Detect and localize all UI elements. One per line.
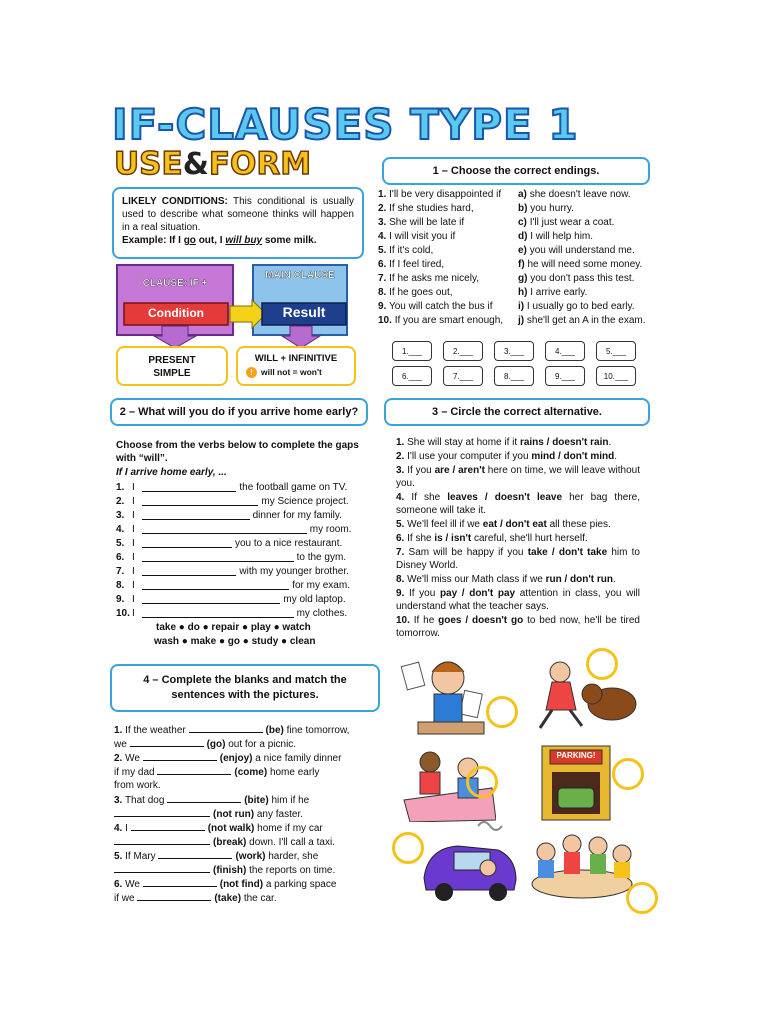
ex1-answer-box[interactable]: 6.___: [392, 366, 432, 386]
ex1-left-list: [378, 188, 518, 328]
ex1-item-text: If he goes out,: [389, 287, 453, 298]
ex4-list: [114, 723, 376, 905]
ex1-ending-letter: i): [518, 301, 525, 312]
ex2-item: [116, 579, 366, 593]
ex2-item-number: 10.: [116, 608, 130, 619]
ex1-item-text: She will be late if: [389, 217, 465, 228]
ex4-line-end: fine tomorrow,: [286, 725, 350, 736]
ex4-blank[interactable]: [189, 723, 263, 733]
ex4-line-end: a parking space: [265, 879, 337, 890]
ex2-pronoun: I: [132, 552, 135, 563]
ex1-item-number: 1.: [378, 189, 387, 200]
ex4-verb: (break): [213, 837, 247, 848]
ex2-list: [116, 481, 366, 621]
ex3-alternatives[interactable]: is / isn't: [434, 533, 472, 544]
subtitle-amp: &: [182, 147, 209, 182]
ex3-item-text: If she: [411, 492, 448, 503]
ex4-blank[interactable]: [157, 765, 231, 775]
ex2-item-text: dinner for my family.: [252, 510, 342, 521]
ex1-item-number: 4.: [378, 231, 387, 242]
ex3-item-text-end: to bed now, he'll be tired tomorrow.: [396, 615, 640, 639]
ex1-ending: [518, 300, 668, 314]
result-label: Result: [282, 304, 326, 320]
ex3-item-text: If you: [408, 588, 440, 599]
ex2-item: [116, 495, 366, 509]
ex3-alternatives[interactable]: rains / doesn't rain: [519, 437, 609, 448]
ex4-line: [114, 765, 376, 779]
ex1-ending: [518, 244, 668, 258]
ex2-pronoun: I: [132, 566, 135, 577]
ex2-item-number: 9.: [116, 594, 125, 605]
ex1-answer-box[interactable]: 5.___: [596, 341, 636, 361]
ex2-item-text: my clothes.: [296, 608, 348, 619]
ex2-item-text: with my younger brother.: [239, 566, 349, 577]
ex4-item-number: 1.: [114, 725, 123, 736]
broken-car-picture: [418, 818, 520, 906]
ex4-verb: (enjoy): [219, 753, 253, 764]
present-simple-label: PRESENT SIMPLE: [148, 355, 196, 379]
ex2-pronoun: I: [132, 510, 135, 521]
ex4-line-end: home if my car: [257, 823, 323, 834]
likely-text: This conditional is usually used to describe what someone thinks will happen in a real situation.: [122, 196, 354, 233]
answer-circle-4[interactable]: [612, 758, 644, 790]
ex1-answer-box[interactable]: 7.___: [443, 366, 483, 386]
ex4-line-end: down. I'll call a taxi.: [249, 837, 335, 848]
ex2-verbs-1: take ● do ● repair ● play ● watch: [156, 622, 311, 633]
ex3-item-number: 2.: [396, 451, 405, 462]
ex2-item: [116, 481, 366, 495]
ex2-item-number: 1.: [116, 482, 125, 493]
ex1-ending-text: she'll get an A in the exam.: [526, 315, 646, 326]
ex4-verb: (not run): [213, 809, 255, 820]
ex4-blank[interactable]: [158, 849, 232, 859]
ex3-item-text: If she: [407, 533, 435, 544]
ex3-item-text: Sam will be happy if you: [408, 547, 528, 558]
ex1-item: [378, 244, 518, 258]
ex4-line: [114, 723, 376, 737]
ex1-item-number: 3.: [378, 217, 387, 228]
ex3-alternatives[interactable]: eat / don't eat: [482, 519, 547, 530]
ex2-blank[interactable]: [142, 538, 232, 548]
ex3-item: [396, 450, 640, 463]
dog-chasing-picture: [530, 654, 640, 736]
ex3-item-text-end: her bag there, someone will take it.: [396, 492, 640, 516]
ex1-item-text: You will catch the bus if: [388, 301, 493, 312]
answer-circle-6[interactable]: [626, 882, 658, 914]
ex1-item-text: If she studies hard,: [389, 203, 474, 214]
ex4-blank[interactable]: [143, 751, 217, 761]
ex4-line: [114, 751, 376, 765]
ex1-ending-letter: j): [518, 315, 525, 326]
ex4-blank[interactable]: [114, 863, 210, 873]
ex4-blank[interactable]: [143, 877, 217, 887]
ex3-item-number: 6.: [396, 533, 405, 544]
ex1-item: [378, 258, 518, 272]
will-infinitive-box: [236, 346, 356, 386]
ex3-alternatives[interactable]: pay / don't pay: [439, 588, 516, 599]
ex4-line: [114, 737, 376, 751]
ex1-ending: [518, 202, 668, 216]
ex2-item: [116, 593, 366, 607]
ex1-ending: [518, 314, 668, 328]
ex1-item-number: 7.: [378, 273, 387, 284]
ex4-line-end: out for a picnic.: [228, 739, 297, 750]
ex2-item-text: my room.: [309, 524, 352, 535]
ex1-answer-box[interactable]: 1.___: [392, 341, 432, 361]
ex4-verb: (be): [265, 725, 284, 736]
ex4-verb: (go): [206, 739, 226, 750]
ex3-item-text-end: here on time, we will leave without you.: [396, 465, 640, 489]
answer-circle-2[interactable]: [586, 648, 618, 680]
ex1-answer-box[interactable]: 4.___: [545, 341, 585, 361]
ex1-item: [378, 300, 518, 314]
ex2-item-number: 4.: [116, 524, 125, 535]
ex4-line-start: We: [125, 879, 140, 890]
ex1-ending-text: she doesn't leave now.: [529, 189, 631, 200]
ex2-header: 2 – What will you do if you arrive home early?: [110, 398, 368, 426]
ex4-verb: (not find): [219, 879, 264, 890]
ex4-item-number: 6.: [114, 879, 123, 890]
ex4-line-end: a nice family dinner: [255, 753, 342, 764]
ex2-item-number: 8.: [116, 580, 125, 591]
ex3-list: [396, 436, 640, 641]
ex1-item-number: 9.: [378, 301, 387, 312]
ex2-blank[interactable]: [142, 496, 258, 506]
ex2-pronoun: I: [132, 594, 135, 605]
likely-conditions-box: [112, 187, 364, 259]
ex3-alternatives[interactable]: leaves / doesn't leave: [447, 492, 563, 503]
ex2-blank[interactable]: [142, 552, 294, 562]
ex1-ending-text: you hurry.: [530, 203, 574, 214]
ex3-item-number: 7.: [396, 547, 405, 558]
ex3-item-text: If you: [407, 465, 435, 476]
ex1-item-number: 6.: [378, 259, 387, 270]
ex2-pronoun: I: [132, 524, 135, 535]
ex3-item-text: I'll use your computer if you: [407, 451, 532, 462]
ex4-line-end: home early: [269, 767, 320, 778]
ex1-ending-letter: b): [518, 203, 528, 214]
ex2-item-text: you to a nice restaurant.: [235, 538, 343, 549]
ex4-line-end: any faster.: [256, 809, 304, 820]
parking-sign-text: PARKING!: [556, 751, 596, 760]
ex4-line-end: harder, she: [268, 851, 319, 862]
ex4-line-start: we: [114, 739, 127, 750]
ex3-item-text-end: him to Disney World.: [396, 547, 640, 571]
ex1-ending-letter: d): [518, 231, 528, 242]
ex1-answer-box[interactable]: 2.___: [443, 341, 483, 361]
ex3-alternatives[interactable]: take / don't take: [527, 547, 608, 558]
ex3-item: [396, 436, 640, 449]
ex3-item: [396, 573, 640, 586]
ex3-item-text: She will stay at home if it: [407, 437, 520, 448]
ex4-blank[interactable]: [131, 821, 205, 831]
ex1-answer-box[interactable]: 8.___: [494, 366, 534, 386]
ex2-blank[interactable]: [142, 510, 250, 520]
will-not-label: will not = won't: [261, 367, 322, 377]
ex3-item-text: If he: [413, 615, 439, 626]
ex3-item: [396, 532, 640, 545]
ex4-verb: (come): [234, 767, 268, 778]
ex4-line: [114, 849, 376, 863]
ex2-pronoun: I: [132, 482, 135, 493]
ex2-pronoun: I: [132, 580, 135, 591]
ex2-item: [116, 551, 366, 565]
ex3-item-text-end: attention in class, you will understand what the teacher says.: [396, 588, 640, 612]
ex1-ending-text: I will help him.: [530, 231, 594, 242]
ex1-ending: [518, 216, 668, 230]
ex4-line: [114, 877, 376, 891]
ex3-item: [396, 491, 640, 517]
ex4-line-end: the car.: [243, 893, 277, 904]
ex3-item-text-end: all these pies.: [546, 519, 611, 530]
ex1-item-text: If it's cold,: [389, 245, 434, 256]
ex4-line-start: if my dad: [114, 767, 155, 778]
answer-circle-5[interactable]: [392, 832, 424, 864]
ex4-verb: (bite): [244, 795, 269, 806]
ex1-ending-text: I arrive early.: [530, 287, 588, 298]
ex4-line-start: We: [125, 753, 140, 764]
ex1-ending: [518, 286, 668, 300]
ex1-item-text: I'll be very disappointed if: [389, 189, 502, 200]
ex2-item: [116, 537, 366, 551]
ex1-ending: [518, 188, 668, 202]
ex3-alternatives[interactable]: goes / doesn't go: [438, 615, 524, 626]
ex3-item-number: 3.: [396, 465, 405, 476]
subtitle-use: USE: [114, 146, 183, 182]
ex4-line: [114, 779, 376, 793]
ex2-item: [116, 523, 366, 537]
ex1-item-text: If he asks me nicely,: [389, 273, 479, 284]
ex4-verb: (take): [214, 893, 242, 904]
ex3-item-text-end: careful, she'll hurt herself.: [471, 533, 588, 544]
stressed-worker-picture: [398, 652, 494, 740]
warning-icon: !: [246, 367, 257, 378]
ex1-item-number: 2.: [378, 203, 387, 214]
ex4-item-number: 2.: [114, 753, 123, 764]
ex4-blank[interactable]: [167, 793, 241, 803]
ex1-item: [378, 272, 518, 286]
ex4-line-start: if we: [114, 893, 135, 904]
ex4-line-start: from work.: [114, 780, 161, 791]
ex3-item-number: 10.: [396, 615, 410, 626]
ex1-answer-box[interactable]: 9.___: [545, 366, 585, 386]
ex4-blank[interactable]: [137, 891, 211, 901]
ex2-blank[interactable]: [142, 580, 289, 590]
answer-circle-1[interactable]: [486, 696, 518, 728]
ex4-verb: (not walk): [207, 823, 255, 834]
ex3-item-text: We'll miss our Math class if we: [407, 574, 546, 585]
ex3-item: [396, 587, 640, 613]
ex1-ending-letter: c): [518, 217, 527, 228]
ex2-pronoun: I: [132, 496, 135, 507]
ex4-line: [114, 807, 376, 821]
ex3-item: [396, 464, 640, 490]
ex1-ending: [518, 230, 668, 244]
main-clause-label: MAIN CLAUSE: [265, 270, 335, 281]
ex2-item-text: for my exam.: [292, 580, 350, 591]
ex1-item: [378, 188, 518, 202]
ex3-item: [396, 614, 640, 640]
ex1-ending-letter: h): [518, 287, 528, 298]
ex3-item-text: We'll feel ill if we: [407, 519, 483, 530]
ex2-item-number: 3.: [116, 510, 125, 521]
ex3-item-text-end: .: [608, 437, 612, 448]
ex4-blank[interactable]: [114, 807, 210, 817]
ex1-item-text: If you are smart enough,: [394, 315, 504, 326]
ex1-item: [378, 230, 518, 244]
ex2-item-number: 2.: [116, 496, 125, 507]
ex4-line-start: If the weather: [125, 725, 186, 736]
ex3-alternatives[interactable]: are / aren't: [434, 465, 485, 476]
ex4-verb: (finish): [213, 865, 247, 876]
ex1-item-text: If I feel tired,: [389, 259, 445, 270]
answer-circle-3[interactable]: [466, 766, 498, 798]
ex4-line: [114, 863, 376, 877]
ex2-blank[interactable]: [142, 566, 236, 576]
ex1-item-number: 8.: [378, 287, 387, 298]
ex2-item-number: 5.: [116, 538, 125, 549]
ex4-item-number: 4.: [114, 823, 123, 834]
ex2-item: [116, 509, 366, 523]
will-infinitive-label: WILL + INFINITIVE: [254, 353, 338, 364]
ex1-ending-text: I'll just wear a coat.: [529, 217, 615, 228]
ex4-header: 4 – Complete the blanks and match the sentences with the pictures.: [110, 664, 380, 712]
ex4-line-start: If Mary: [125, 851, 156, 862]
ex4-line: [114, 793, 376, 807]
ex2-item-text: my old laptop.: [283, 594, 346, 605]
ex2-item-text: the football game on TV.: [239, 482, 348, 493]
subtitle-form: FORM: [208, 146, 312, 182]
ex1-item: [378, 216, 518, 230]
ex1-ending-text: he will need some money.: [527, 259, 643, 270]
ex1-ending-letter: a): [518, 189, 527, 200]
ex1-ending-letter: e): [518, 245, 527, 256]
ex2-item-number: 7.: [116, 566, 125, 577]
ex4-verb: (work): [235, 851, 266, 862]
ex4-line-end: the reports on time.: [249, 865, 336, 876]
ex4-item-number: 5.: [114, 851, 123, 862]
ex4-line-start: That dog: [124, 795, 165, 806]
ex3-item-number: 1.: [396, 437, 405, 448]
ex1-item-text: I will visit you if: [389, 231, 456, 242]
ex1-ending-letter: f): [518, 259, 525, 270]
likely-label: LIKELY CONDITIONS:: [122, 196, 228, 207]
ex3-alternatives[interactable]: mind / don't mind: [531, 451, 615, 462]
condition-label: Condition: [148, 306, 204, 320]
ex1-item-number: 10.: [378, 315, 392, 326]
ex3-item: [396, 546, 640, 572]
ex1-answer-box[interactable]: 3.___: [494, 341, 534, 361]
ex4-blank[interactable]: [114, 835, 210, 845]
ex3-header: 3 – Circle the correct alternative.: [384, 398, 650, 426]
ex2-prompt: If I arrive home early, ...: [116, 467, 227, 478]
ex2-item-text: my Science project.: [261, 496, 349, 507]
ex2-blank[interactable]: [142, 482, 236, 492]
ex1-ending: [518, 258, 668, 272]
ex3-item-text-end: .: [612, 574, 616, 585]
page-subtitle: [114, 146, 311, 182]
ex1-right-list: [518, 188, 668, 328]
ex3-item: [396, 518, 640, 531]
ex1-item: [378, 202, 518, 216]
ex4-line: [114, 891, 376, 905]
example-sentence: Example: If I go out, I will buy some milk.: [122, 235, 317, 246]
ex2-blank[interactable]: [142, 594, 280, 604]
ex2-item: [116, 565, 366, 579]
ex1-item-number: 5.: [378, 245, 387, 256]
ex1-answer-box[interactable]: 10.___: [596, 366, 636, 386]
ex1-ending-text: I usually go to bed early.: [526, 301, 635, 312]
ex3-item-number: 5.: [396, 519, 405, 530]
ex4-line-start: I: [125, 823, 128, 834]
ex4-line: [114, 835, 376, 849]
ex2-pronoun: I: [132, 538, 135, 549]
ex3-item-number: 8.: [396, 574, 405, 585]
ex2-instructions: Choose from the verbs below to complete the gaps with “will”.: [116, 440, 359, 464]
ex1-item: [378, 286, 518, 300]
ex4-blank[interactable]: [130, 737, 204, 747]
ex1-ending: [518, 272, 668, 286]
ex3-item-number: 9.: [396, 588, 405, 599]
ex3-item-number: 4.: [396, 492, 405, 503]
ex2-pronoun: I: [132, 608, 135, 619]
ex2-verbs-2: wash ● make ● go ● study ● clean: [154, 636, 316, 647]
page-title: IF-CLAUSES TYPE 1: [112, 100, 579, 149]
ex1-ending-text: you don't pass this test.: [530, 273, 635, 284]
ex2-item-text: to the gym.: [296, 552, 347, 563]
ex1-item: [378, 314, 518, 328]
ex2-blank[interactable]: [142, 524, 307, 534]
clause-if-label: CLAUSE: IF +: [142, 278, 208, 289]
ex4-line: [114, 821, 376, 835]
ex1-ending-letter: g): [518, 273, 528, 284]
ex4-line-end: him if he: [271, 795, 310, 806]
family-dinner-picture: [526, 828, 638, 906]
ex3-item-text-end: .: [614, 451, 618, 462]
ex2-blank[interactable]: [142, 608, 294, 618]
ex4-item-number: 3.: [114, 795, 123, 806]
ex1-ending-text: you will understand me.: [529, 245, 635, 256]
ex2-item: [116, 607, 366, 621]
ex3-alternatives[interactable]: run / don't run: [545, 574, 613, 585]
ex1-header: 1 – Choose the correct endings.: [382, 157, 650, 185]
ex2-item-number: 6.: [116, 552, 125, 563]
